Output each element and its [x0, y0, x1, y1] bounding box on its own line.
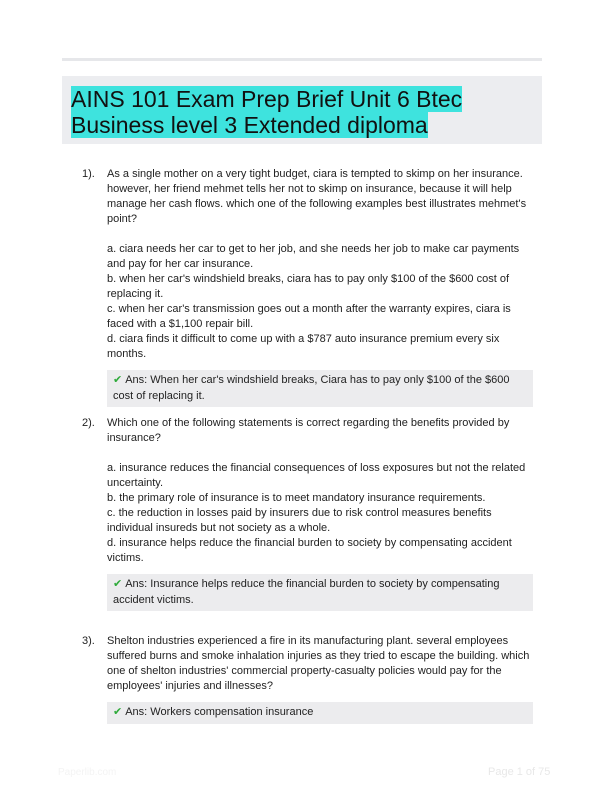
- checkmark-icon: ✔: [113, 374, 123, 386]
- answer-text: Ans: Insurance helps reduce the financial burden to society by compensating accident victims.: [113, 578, 500, 606]
- footer-site-watermark: Paperlib.com: [58, 767, 117, 778]
- option-list: [107, 242, 539, 362]
- footer-page-number: Page 1 of 75: [488, 766, 551, 778]
- question-number: 3).: [82, 635, 95, 647]
- answer-box: [107, 574, 533, 611]
- question-text: Which one of the following statements is correct regarding the benefits provided by insurance?: [107, 417, 510, 444]
- question-body: [107, 416, 539, 611]
- answer-text: Ans: When her car's windshield breaks, Ciara has to pay only $100 of the $600 cost of replacing it.: [113, 374, 510, 402]
- question-number: 1).: [82, 168, 95, 180]
- question-text: Shelton industries experienced a fire in its manufacturing plant. several employees suffered burns and smoke inhalation injuries as they tried to escape the building. which one of shelton industries' commercial property-casualty policies would pay for the employees' injuries and illnesses?: [107, 635, 530, 692]
- question-text: As a single mother on a very tight budget, ciara is tempted to skimp on her insurance. however, her friend mehmet tells her not to skimp on insurance, because it will help manage her cash flows. which one of the following examples best illustrates mehmet's point?: [107, 168, 527, 225]
- question-body: [107, 167, 539, 407]
- answer-text: Ans: Workers compensation insurance: [125, 706, 314, 718]
- option-list: [107, 461, 539, 566]
- option-d: d. ciara finds it difficult to come up with a $787 auto insurance premium every six months.: [107, 333, 500, 360]
- question-body: [107, 634, 539, 724]
- answer-box: [107, 370, 533, 407]
- checkmark-icon: ✔: [113, 578, 123, 590]
- question-number: 2).: [82, 417, 95, 429]
- option-b: b. when her car's windshield breaks, ciara has to pay only $100 of the $600 cost of replacing it.: [107, 273, 510, 300]
- option-c: c. when her car's transmission goes out a month after the warranty expires, ciara is faced with a $1,100 repair bill.: [107, 303, 511, 330]
- option-a: a. ciara needs her car to get to her job, and she needs her job to make car payments and pay for her car insurance.: [107, 243, 520, 270]
- checkmark-icon: ✔: [113, 706, 123, 718]
- option-b: b. the primary role of insurance is to meet mandatory insurance requirements.: [107, 492, 486, 504]
- page-title: [71, 86, 542, 138]
- page-title-text: AINS 101 Exam Prep Brief Unit 6 Btec Business level 3 Extended diploma: [71, 86, 463, 138]
- answer-box: [107, 702, 533, 724]
- option-c: c. the reduction in losses paid by insurers due to risk control measures benefits individual insureds but not society as a whole.: [107, 507, 492, 534]
- option-d: d. insurance helps reduce the financial burden to society by compensating accident victims.: [107, 537, 512, 564]
- title-banner: [62, 76, 542, 144]
- top-divider: [62, 58, 542, 61]
- option-a: a. insurance reduces the financial consequences of loss exposures but not the related uncertainty.: [107, 462, 526, 489]
